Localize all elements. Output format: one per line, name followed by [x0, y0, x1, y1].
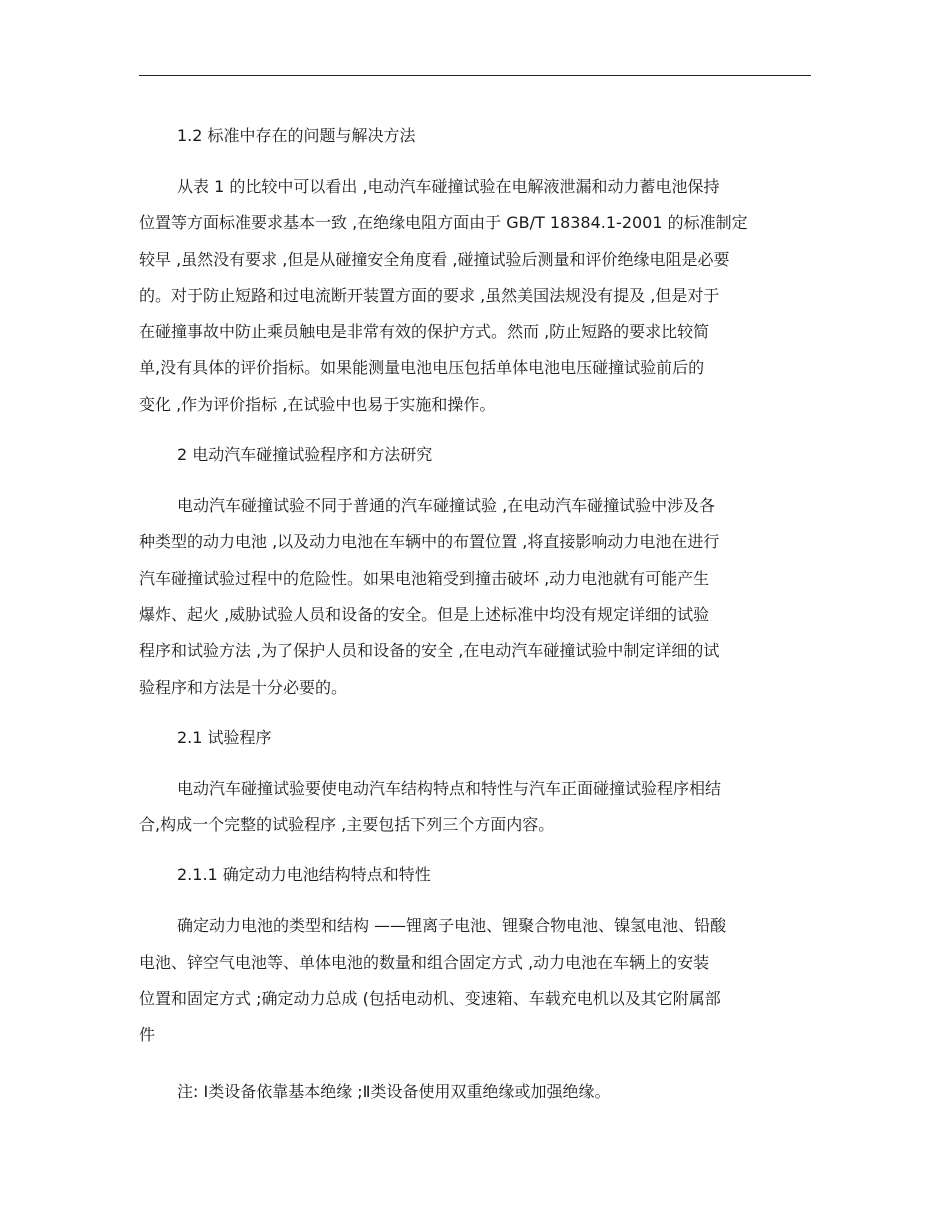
paragraph-line: 在碰撞事故中防止乘员触电是非常有效的保护方式。然而 ,防止短路的要求比较简 [139, 322, 710, 342]
paragraph-line: 合,构成一个完整的试验程序 ,主要包括下列三个方面内容。 [139, 815, 555, 835]
paragraph-line: 较早 ,虽然没有要求 ,但是从碰撞安全角度看 ,碰撞试验后测量和评价绝缘电阻是必要 [139, 249, 730, 269]
paragraph-3 [139, 771, 811, 844]
section-heading-2-1: 2.1 试验程序 [177, 727, 272, 747]
section-heading-1-2: 1.2 标准中存在的问题与解决方法 [177, 126, 416, 145]
paragraph-line: 电动汽车碰撞试验不同于普通的汽车碰撞试验 ,在电动汽车碰撞试验中涉及各 [177, 496, 716, 516]
paragraph-line: 电动汽车碰撞试验要使电动汽车结构特点和特性与汽车正面碰撞试验程序相结 [177, 778, 722, 798]
paragraph-line: 位置等方面标准要求基本一致 ,在绝缘电阻方面由于 GB/T 18384.1-2001 的标准制定 [139, 213, 748, 233]
paragraph-1 [139, 169, 811, 423]
paragraph-line: 电池、锌空气电池等、单体电池的数量和组合固定方式 ,动力电池在车辆上的安装 [139, 952, 710, 972]
document-body [139, 118, 811, 1110]
section-heading-2: 2 电动汽车碰撞试验程序和方法研究 [177, 445, 433, 465]
paragraph-line: 验程序和方法是十分必要的。 [139, 677, 348, 697]
paragraph-line: 件 [139, 1025, 156, 1045]
paragraph-2 [139, 488, 811, 706]
paragraph-line: 变化 ,作为评价指标 ,在试验中也易于实施和操作。 [139, 394, 496, 414]
header-rule [139, 75, 811, 76]
note-text: 注: Ⅰ类设备依靠基本绝缘 ;Ⅱ类设备使用双重绝缘或加强绝缘。 [177, 1081, 611, 1101]
paragraph-line: 确定动力电池的类型和结构 ——锂离子电池、锂聚合物电池、镍氢电池、铅酸 [177, 916, 727, 936]
paragraph-line: 单,没有具体的评价指标。如果能测量电池电压包括单体电池电压碰撞试验前后的 [139, 358, 705, 378]
section-heading-2-1-1: 2.1.1 确定动力电池结构特点和特性 [177, 865, 431, 885]
paragraph-line: 的。对于防止短路和过电流断开装置方面的要求 ,虽然美国法规没有提及 ,但是对于 [139, 285, 720, 305]
paragraph-line: 位置和固定方式 ;确定动力总成 (包括电动机、变速箱、车载充电机以及其它附属部 [139, 989, 721, 1009]
paragraph-line: 爆炸、起火 ,威胁试验人员和设备的安全。但是上述标准中均没有规定详细的试验 [139, 604, 710, 624]
paragraph-line: 程序和试验方法 ,为了保护人员和设备的安全 ,在电动汽车碰撞试验中制定详细的试 [139, 641, 720, 661]
paragraph-line: 种类型的动力电池 ,以及动力电池在车辆中的布置位置 ,将直接影响动力电池在进行 [139, 532, 720, 552]
paragraph-line: 汽车碰撞试验过程中的危险性。如果电池箱受到撞击破坏 ,动力电池就有可能产生 [139, 568, 710, 588]
paragraph-4 [139, 908, 811, 1053]
paragraph-line: 从表 1 的比较中可以看出 ,电动汽车碰撞试验在电解液泄漏和动力蓄电池保持 [177, 177, 720, 196]
